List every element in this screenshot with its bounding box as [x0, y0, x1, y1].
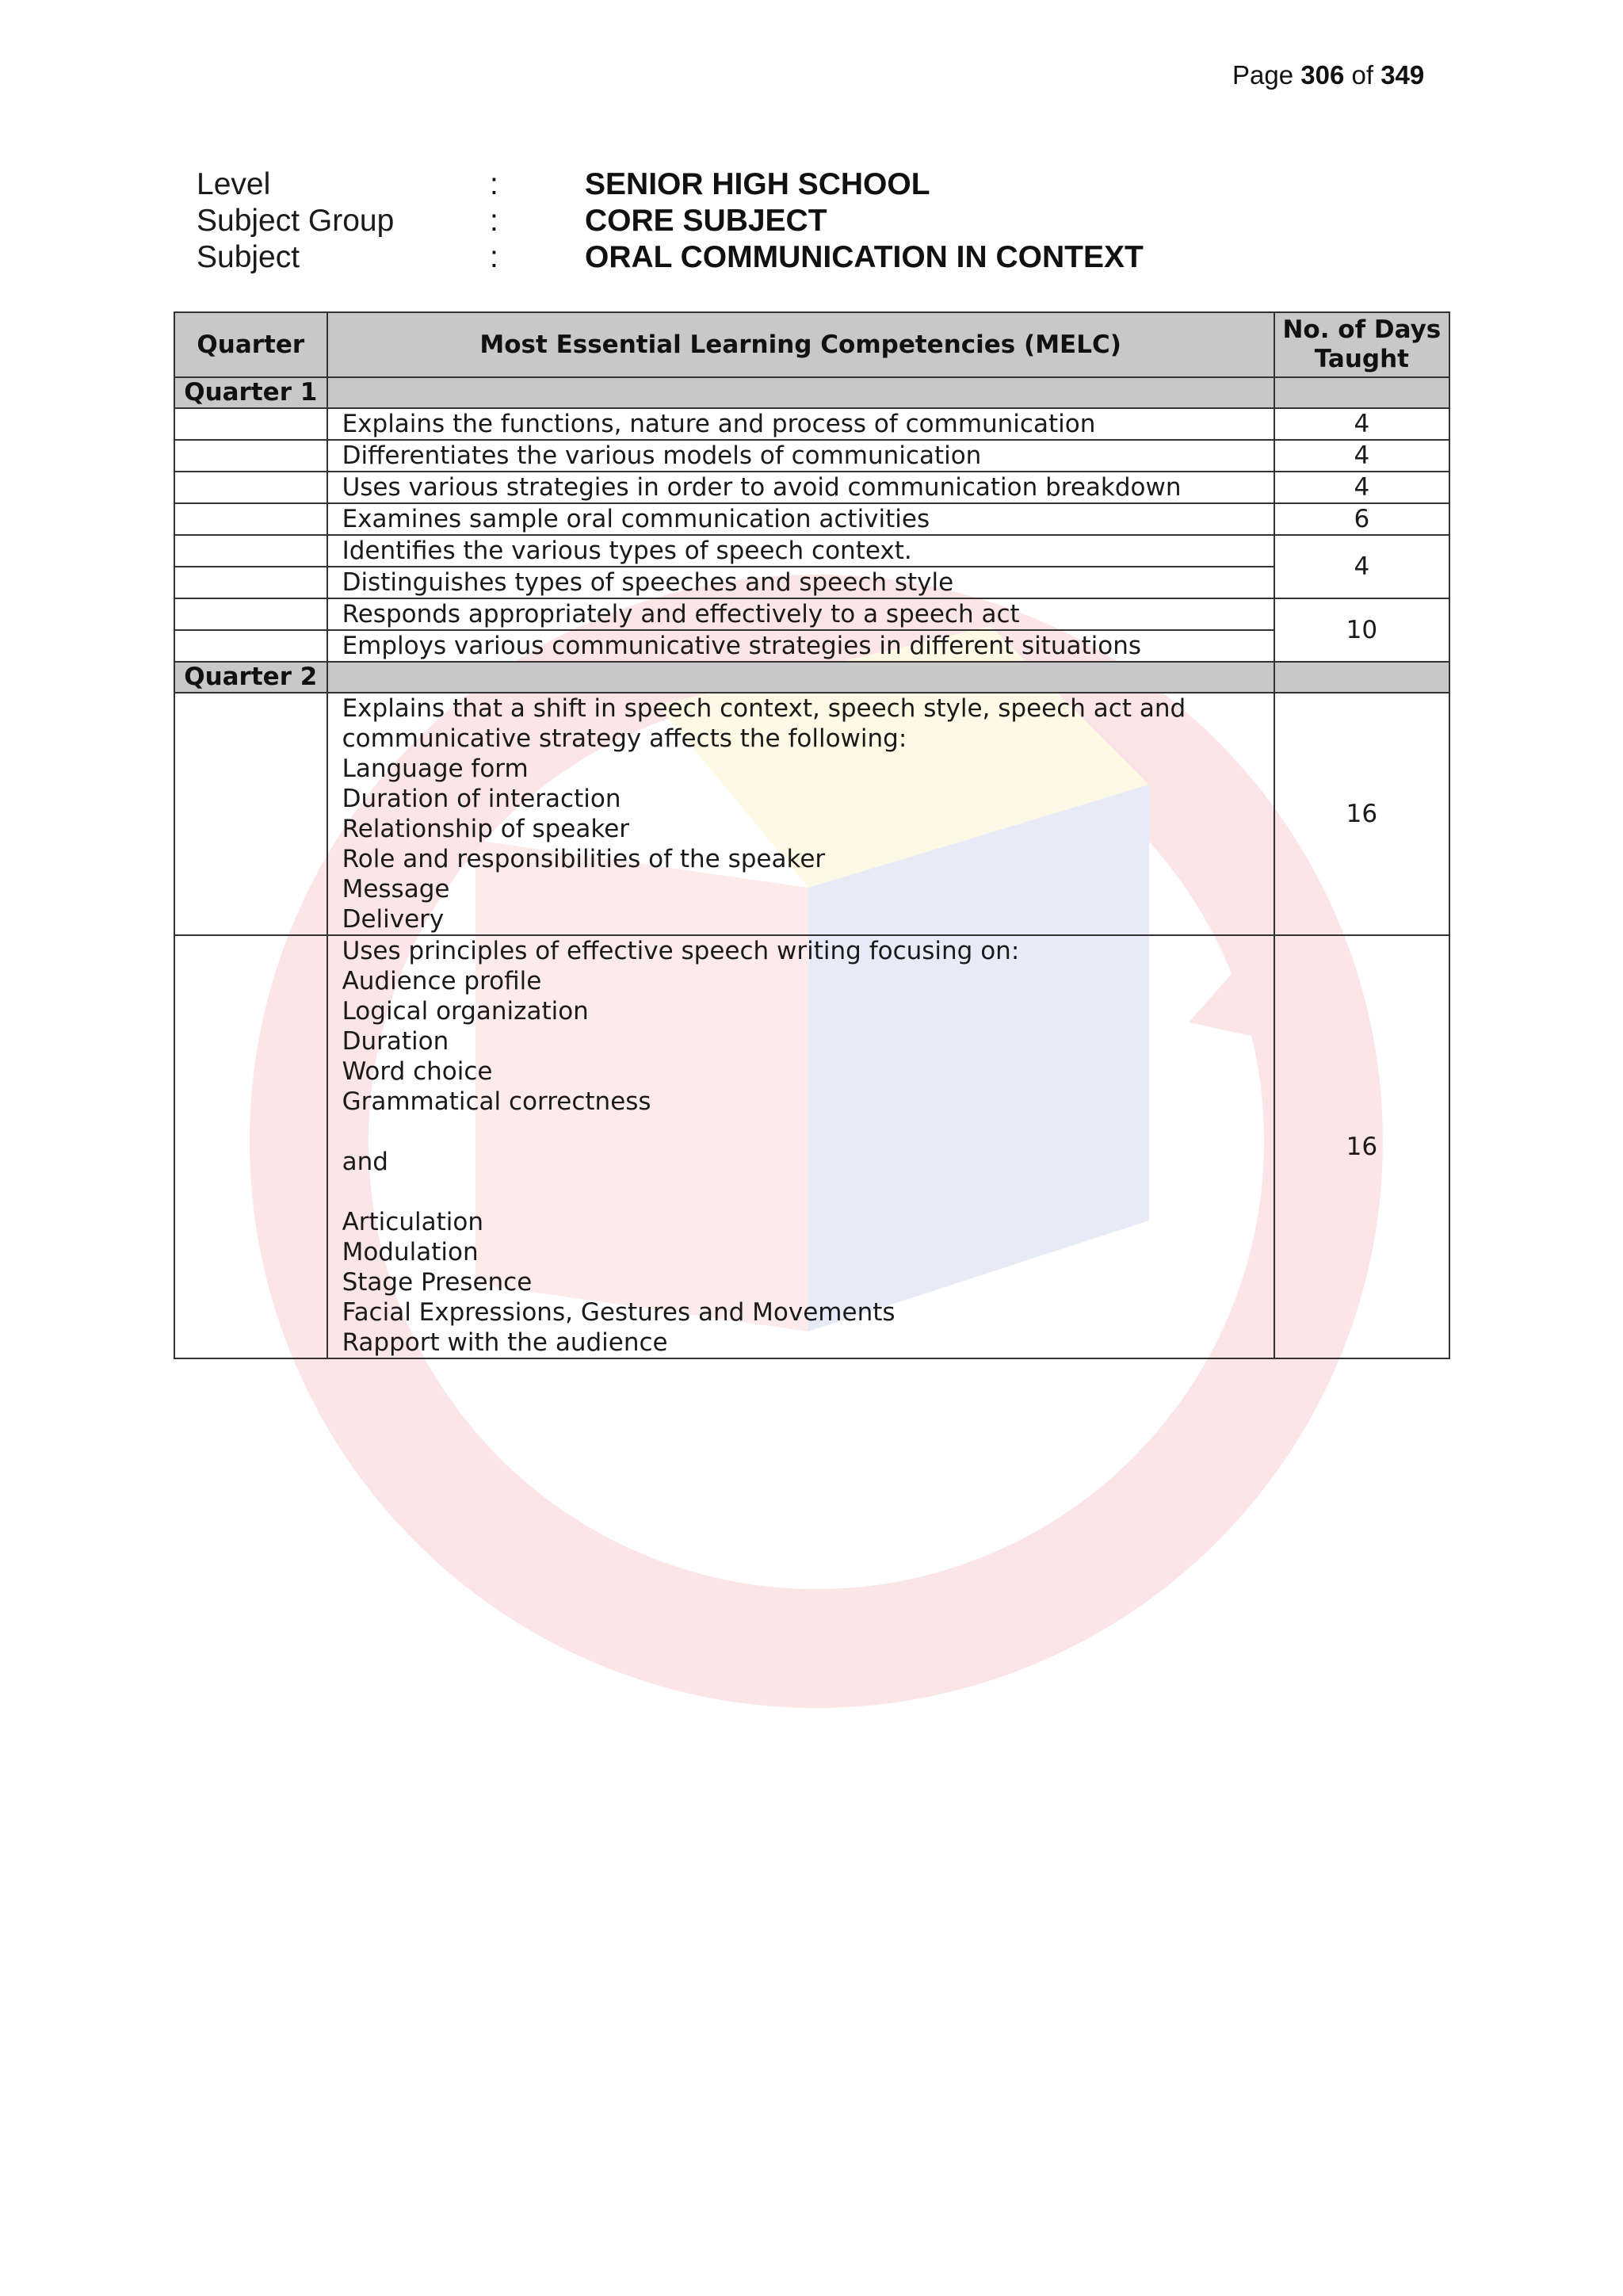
competency: Differentiates the various models of communication — [327, 440, 1274, 472]
table-row — [174, 408, 1449, 440]
level-label: Level — [197, 167, 271, 201]
competency-line: Delivery — [342, 905, 445, 934]
header-quarter: Quarter — [174, 312, 327, 377]
quarter-1-row — [174, 377, 1449, 408]
competency-line: Rapport with the audience — [342, 1328, 668, 1357]
table-row — [174, 472, 1449, 503]
table-row — [174, 567, 1449, 598]
days-taught: 16 — [1274, 935, 1449, 1358]
quarter-cell-empty — [174, 472, 327, 503]
competency-line: communicative strategy affects the following: — [342, 724, 907, 753]
table-row — [174, 535, 1449, 567]
days-taught: 4 — [1274, 535, 1449, 598]
page-of: of — [1351, 60, 1374, 90]
competency-line: Modulation — [342, 1238, 479, 1266]
quarter-cell-empty — [174, 503, 327, 535]
header-melc: Most Essential Learning Competencies (MELC) — [327, 312, 1274, 377]
competency: Examines sample oral communication activities — [327, 503, 1274, 535]
subject-label: Subject — [197, 240, 300, 274]
meta-level — [197, 166, 1144, 203]
competency: Employs various communicative strategies in different situations — [327, 630, 1274, 662]
table-row — [174, 503, 1449, 535]
quarter-cell-empty — [174, 630, 327, 662]
competency-line: Explains that a shift in speech context, speech style, speech act and — [342, 694, 1186, 723]
subject-group-label: Subject Group — [197, 204, 395, 238]
days-taught: 16 — [1274, 693, 1449, 935]
days-taught: 6 — [1274, 503, 1449, 535]
page-label: Page — [1232, 60, 1294, 90]
competency: Distinguishes types of speeches and speech style — [327, 567, 1274, 598]
subject-group-colon: : — [490, 204, 498, 238]
competency-line: Duration — [342, 1027, 449, 1056]
competency-line: Role and responsibilities of the speaker — [342, 845, 826, 873]
meta-subject-group — [197, 203, 1144, 239]
competency-line: Uses principles of effective speech writing focusing on: — [342, 937, 1020, 965]
competency-connector: and — [342, 1148, 388, 1176]
quarter-2-row — [174, 662, 1449, 693]
competency-line: Message — [342, 875, 450, 904]
page-number — [1232, 60, 1424, 90]
melc-table — [174, 311, 1450, 1359]
quarter-cell-empty — [174, 935, 327, 1358]
competency-line: Facial Expressions, Gestures and Movements — [342, 1298, 896, 1327]
table-row — [174, 935, 1449, 1358]
quarter-cell-empty — [174, 408, 327, 440]
competency: Explains the functions, nature and process of communication — [327, 408, 1274, 440]
header-days: No. of Days Taught — [1274, 312, 1449, 377]
quarter-1-label: Quarter 1 — [174, 377, 327, 408]
quarter-cell-empty — [174, 693, 327, 935]
table-row — [174, 693, 1449, 935]
competency: Identifies the various types of speech context. — [327, 535, 1274, 567]
quarter-2-melc-empty — [327, 662, 1274, 693]
subject-group-value: CORE SUBJECT — [585, 204, 827, 238]
document-meta — [197, 166, 1144, 276]
table-row — [174, 440, 1449, 472]
competency-line: Duration of interaction — [342, 785, 621, 813]
quarter-cell-empty — [174, 567, 327, 598]
competency-line: Grammatical correctness — [342, 1087, 651, 1116]
competency-line: Articulation — [342, 1208, 483, 1236]
table-row — [174, 630, 1449, 662]
days-taught: 4 — [1274, 408, 1449, 440]
level-value: SENIOR HIGH SCHOOL — [585, 167, 930, 201]
competency-line: Stage Presence — [342, 1268, 533, 1297]
competency: Responds appropriately and effectively to a speech act — [327, 598, 1274, 630]
page-current: 306 — [1300, 60, 1345, 90]
page-total: 349 — [1381, 60, 1425, 90]
competency-line: Logical organization — [342, 997, 589, 1026]
table-header-row — [174, 312, 1449, 377]
competency-line: Audience profile — [342, 967, 542, 995]
subject-value: ORAL COMMUNICATION IN CONTEXT — [585, 240, 1144, 274]
competency-line: Word choice — [342, 1057, 493, 1086]
quarter-cell-empty — [174, 598, 327, 630]
competency-line: Relationship of speaker — [342, 815, 630, 843]
quarter-cell-empty — [174, 535, 327, 567]
competency: Uses various strategies in order to avoid communication breakdown — [327, 472, 1274, 503]
table-row — [174, 598, 1449, 630]
days-taught: 10 — [1274, 598, 1449, 662]
days-taught: 4 — [1274, 440, 1449, 472]
competency-block-2 — [327, 935, 1274, 1358]
spacer — [342, 1117, 1274, 1147]
competency-line: Language form — [342, 755, 529, 783]
quarter-2-label: Quarter 2 — [174, 662, 327, 693]
competency-block-1 — [327, 693, 1274, 935]
quarter-2-days-empty — [1274, 662, 1449, 693]
quarter-1-melc-empty — [327, 377, 1274, 408]
quarter-1-days-empty — [1274, 377, 1449, 408]
subject-colon: : — [490, 240, 498, 274]
spacer — [342, 1177, 1274, 1207]
meta-subject — [197, 239, 1144, 276]
days-taught: 4 — [1274, 472, 1449, 503]
level-colon: : — [490, 167, 498, 201]
quarter-cell-empty — [174, 440, 327, 472]
